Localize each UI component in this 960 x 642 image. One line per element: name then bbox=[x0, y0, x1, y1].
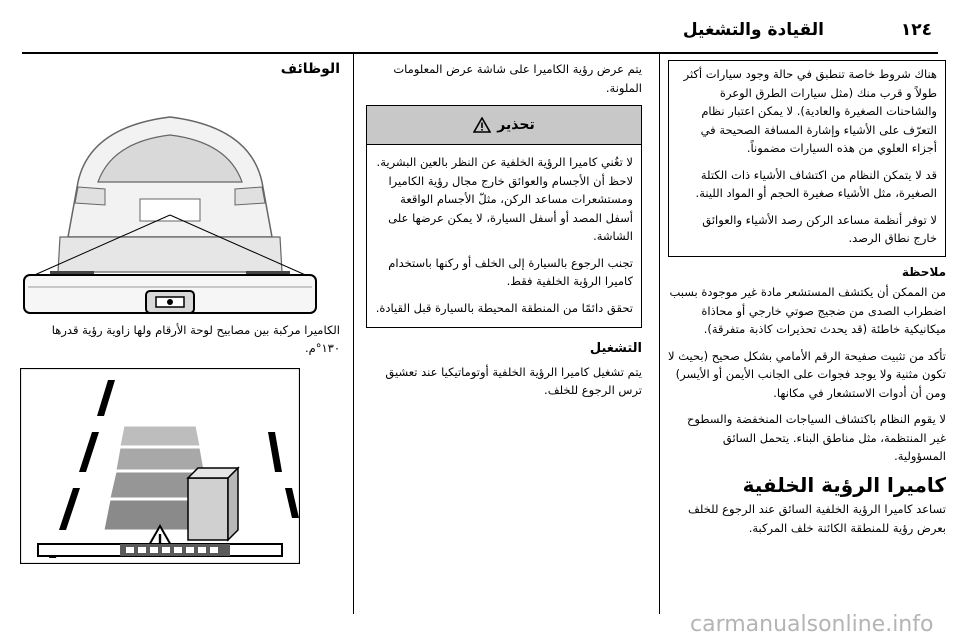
functions-title: الوظائف bbox=[280, 61, 340, 77]
page-number: ١٢٤ bbox=[900, 20, 932, 40]
header-rule bbox=[22, 52, 938, 54]
chapter-title: القيادة والتشغيل bbox=[682, 20, 824, 40]
rear-camera-car-illustration bbox=[20, 87, 320, 317]
warning-triangle-icon bbox=[473, 117, 491, 133]
column-divider-right bbox=[659, 54, 660, 614]
right-column bbox=[668, 60, 946, 545]
rearview-display-illustration bbox=[20, 368, 300, 564]
warning-paragraph: تحقق دائمًا من المنطقة المحيطة بالسيارة قبل القيادة. bbox=[375, 300, 633, 315]
notice-paragraph: لا يقوم النظام باكتشاف السياجات المنخفضة والسطوح غير المنتظمة، مثل مناطق البناء. يتحمل السائق المسؤولية. bbox=[686, 412, 946, 463]
notice-title: ملاحظة bbox=[901, 264, 946, 279]
section-title: كاميرا الرؤية الخلفية bbox=[742, 472, 946, 497]
notice-paragraph: من الممكن أن يكتشف المستشعر مادة غير موجودة بسبب اضطراب الصدى من ضجيج صوتي خارجي أو محاذاة ميكانيكية خاطئة (قد يحدث تحذيرات كاذبة متفرقة). bbox=[669, 285, 946, 336]
sensor-note-box bbox=[668, 60, 946, 257]
warning-paragraph: لا تغُني كاميرا الرؤية الخلفية عن النظر بالعين البشرية. لاحظ أن الأجسام والعوائق خارج مجال رؤية الكاميرا ومستشعرات مساعد الركن، مثلّ الأجسام الواقعة أسفل المصد أو أسفل السيارة، لا يمكن عرضها على الشاشة. bbox=[376, 155, 633, 243]
warning-header bbox=[367, 106, 641, 145]
middle-column bbox=[366, 60, 642, 408]
watermark: carmanualsonline.info bbox=[690, 612, 934, 637]
column-divider-left bbox=[353, 54, 354, 614]
note-paragraph: هناك شروط خاصة تنطبق في حالة وجود سيارات أكثر طولاً و قرب منك (مثل سيارات الطرق الوعرة والشاحنات الصغيرة والعادية). لا يمكن اعتبار نظام التعرّف على الأشياء وإشارة المسافة الصحيحة في أجزاء العلوي من هذه السيارات مضموناً. bbox=[683, 67, 937, 155]
notice-paragraph: تأكد من تثبيت صفيحة الرقم الأمامي بشكل صحيح (بحيث لا تكون مثنية ولا يوجد فجوات على الجانب الأيمن أو الأيسر) ومن أن أدوات الاستشعار في مكانها. bbox=[668, 348, 946, 400]
camera-caption: الكاميرا مركبة بين مصابيح لوحة الأرقام ولها زاوية رؤية قدرها ١٣٠°م. bbox=[51, 322, 340, 355]
warning-box bbox=[366, 105, 642, 328]
warning-paragraph: تجنب الرجوع بالسيارة إلى الخلف أو ركنها باستخدام كاميرا الرؤية الخلفية فقط. bbox=[388, 255, 633, 288]
section-intro: تساعد كاميرا الرؤية الخلفية السائق عند الرجوع للخلف بعرض رؤية للمنطقة الكائنة خلف المركبة. bbox=[688, 502, 946, 535]
page-header bbox=[22, 20, 932, 44]
warning-body bbox=[367, 145, 641, 327]
warning-title: تحذير bbox=[497, 116, 535, 133]
note-paragraph: قد لا يتمكن النظام من اكتشاف الأشياء ذات الكتلة الصغيرة، مثل الأشياء صغيرة الحجم أو المواد اللينة. bbox=[695, 167, 937, 200]
display-intro: يتم عرض رؤية الكاميرا على شاشة عرض المعلومات الملونة. bbox=[393, 62, 642, 95]
operation-title: التشغيل bbox=[589, 341, 642, 356]
left-column bbox=[20, 60, 340, 564]
note-paragraph: لا توفر أنظمة مساعد الركن رصد الأشياء والعوائق خارج نطاق الرصد. bbox=[702, 212, 937, 245]
operation-text: يتم تشغيل كاميرا الرؤية الخلفية أوتوماتيكيا عند تعشيق ترس الرجوع للخلف. bbox=[385, 364, 642, 397]
